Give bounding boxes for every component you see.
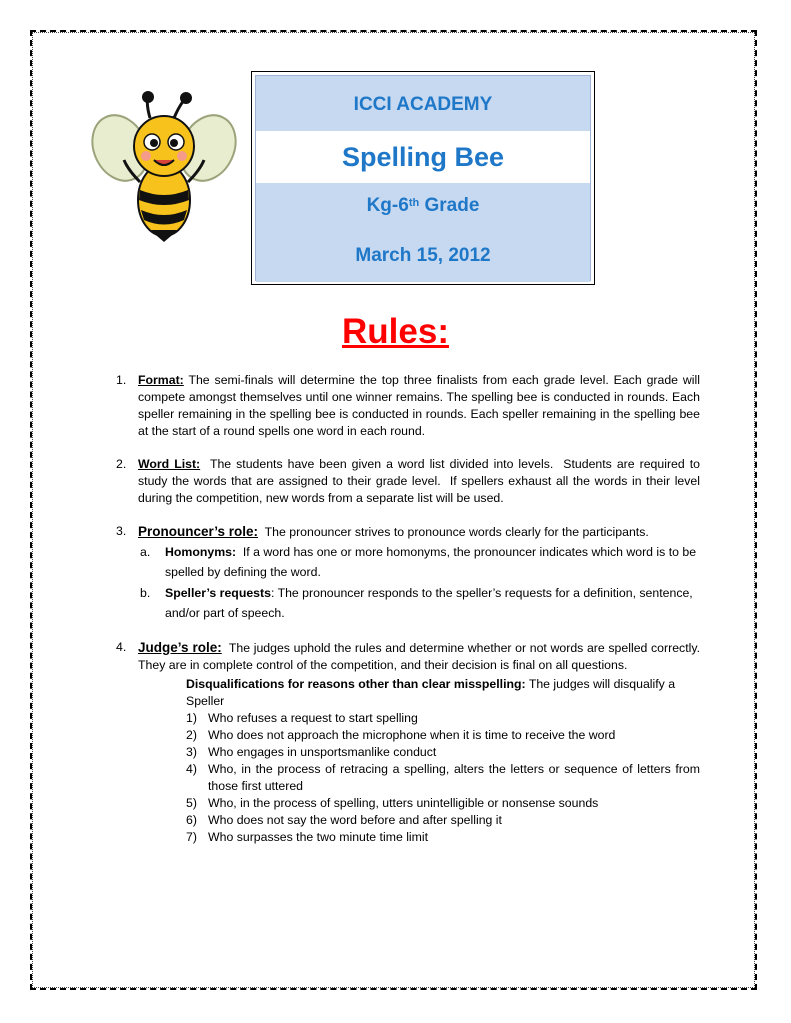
grade-suffix: Grade	[419, 195, 480, 216]
subitem-text: : The pronouncer responds to the speller’s requests for a definition, sentence, and/or part of speech.	[165, 586, 693, 620]
list-item: 1) Who refuses a request to start spelling	[186, 711, 418, 725]
subitem-label: Homonyms:	[165, 545, 237, 559]
rule-label: Word List:	[138, 457, 201, 471]
list-item: 3) Who engages in unsportsmanlike conduct	[186, 745, 437, 759]
grade-range	[256, 183, 590, 229]
rule-item-word-list	[110, 456, 704, 507]
bee-mascot-icon	[88, 90, 240, 242]
subitem-text: If a word has one or more homonyms, the pronouncer indicates which word is to be spelled by defining the word.	[165, 545, 700, 579]
list-item: 6) Who does not say the word before and after spelling it	[186, 813, 502, 827]
grade-prefix: Kg-6	[366, 195, 409, 216]
rule-text: The judges uphold the rules and determine whether or not words are spelled correctly. They are in complete control of the competition, and their decision is final on all questions.	[138, 641, 707, 672]
rule-item-judges	[110, 639, 707, 846]
grade-superscript: th	[408, 197, 420, 209]
rule-item-pronouncer	[110, 523, 700, 623]
rule-label: Judge’s role:	[138, 640, 222, 655]
rule-number: 3.	[116, 524, 127, 538]
subitem-mark: a.	[140, 545, 151, 559]
rules-heading: Rules:	[342, 312, 449, 351]
rule-text: The students have been given a word list divided into levels. Students are required to study the words that are assigned to their grade level. If spellers exhaust all the words in their level during the competition, new words from a separate list will be used.	[138, 457, 704, 505]
event-title: Spelling Bee	[256, 131, 590, 183]
subitem-spellers-requests	[138, 583, 700, 623]
rule-label: Format:	[138, 373, 184, 387]
rule-text: The pronouncer strives to pronounce words clearly for the participants.	[258, 525, 649, 539]
event-date: March 15, 2012	[256, 229, 590, 282]
rule-item-format	[110, 372, 700, 440]
title-inner	[255, 75, 591, 281]
rule-label: Pronouncer’s role:	[138, 524, 259, 539]
rule-number: 1.	[116, 373, 127, 387]
title-box	[251, 71, 595, 285]
subitem-mark: b.	[140, 586, 151, 600]
rule-number: 4.	[116, 640, 127, 654]
disqualification-label: Disqualifications for reasons other than clear misspelling:	[186, 677, 526, 691]
list-item: 2) Who does not approach the microphone when it is time to receive the word	[186, 728, 616, 742]
rule-number: 2.	[116, 457, 127, 471]
disqualification-intro	[186, 676, 700, 710]
list-item: 5) Who, in the process of spelling, utters unintelligible or nonsense sounds	[186, 796, 599, 810]
list-item: 7) Who surpasses the two minute time limit	[186, 830, 429, 844]
list-item: 4) Who, in the process of retracing a spelling, alters the letters or sequence of letters from those first uttered	[186, 762, 700, 793]
disqualification-text: The judges will disqualify a Speller	[186, 677, 676, 708]
rule-text: The semi-finals will determine the top three finalists from each grade level. Each grade will compete amongst themselves until one winner remains. The spelling bee is conducted in rounds. Each speller remaining in the spelling bee is conducted in rounds. Each speller remaining in the spelling bee at the start of a round spells one word in each round.	[138, 373, 700, 438]
rules-list	[110, 372, 707, 862]
academy-name: ICCI ACADEMY	[256, 76, 590, 131]
subitem-homonyms	[138, 542, 700, 582]
subitem-label: Speller’s requests	[165, 586, 271, 600]
